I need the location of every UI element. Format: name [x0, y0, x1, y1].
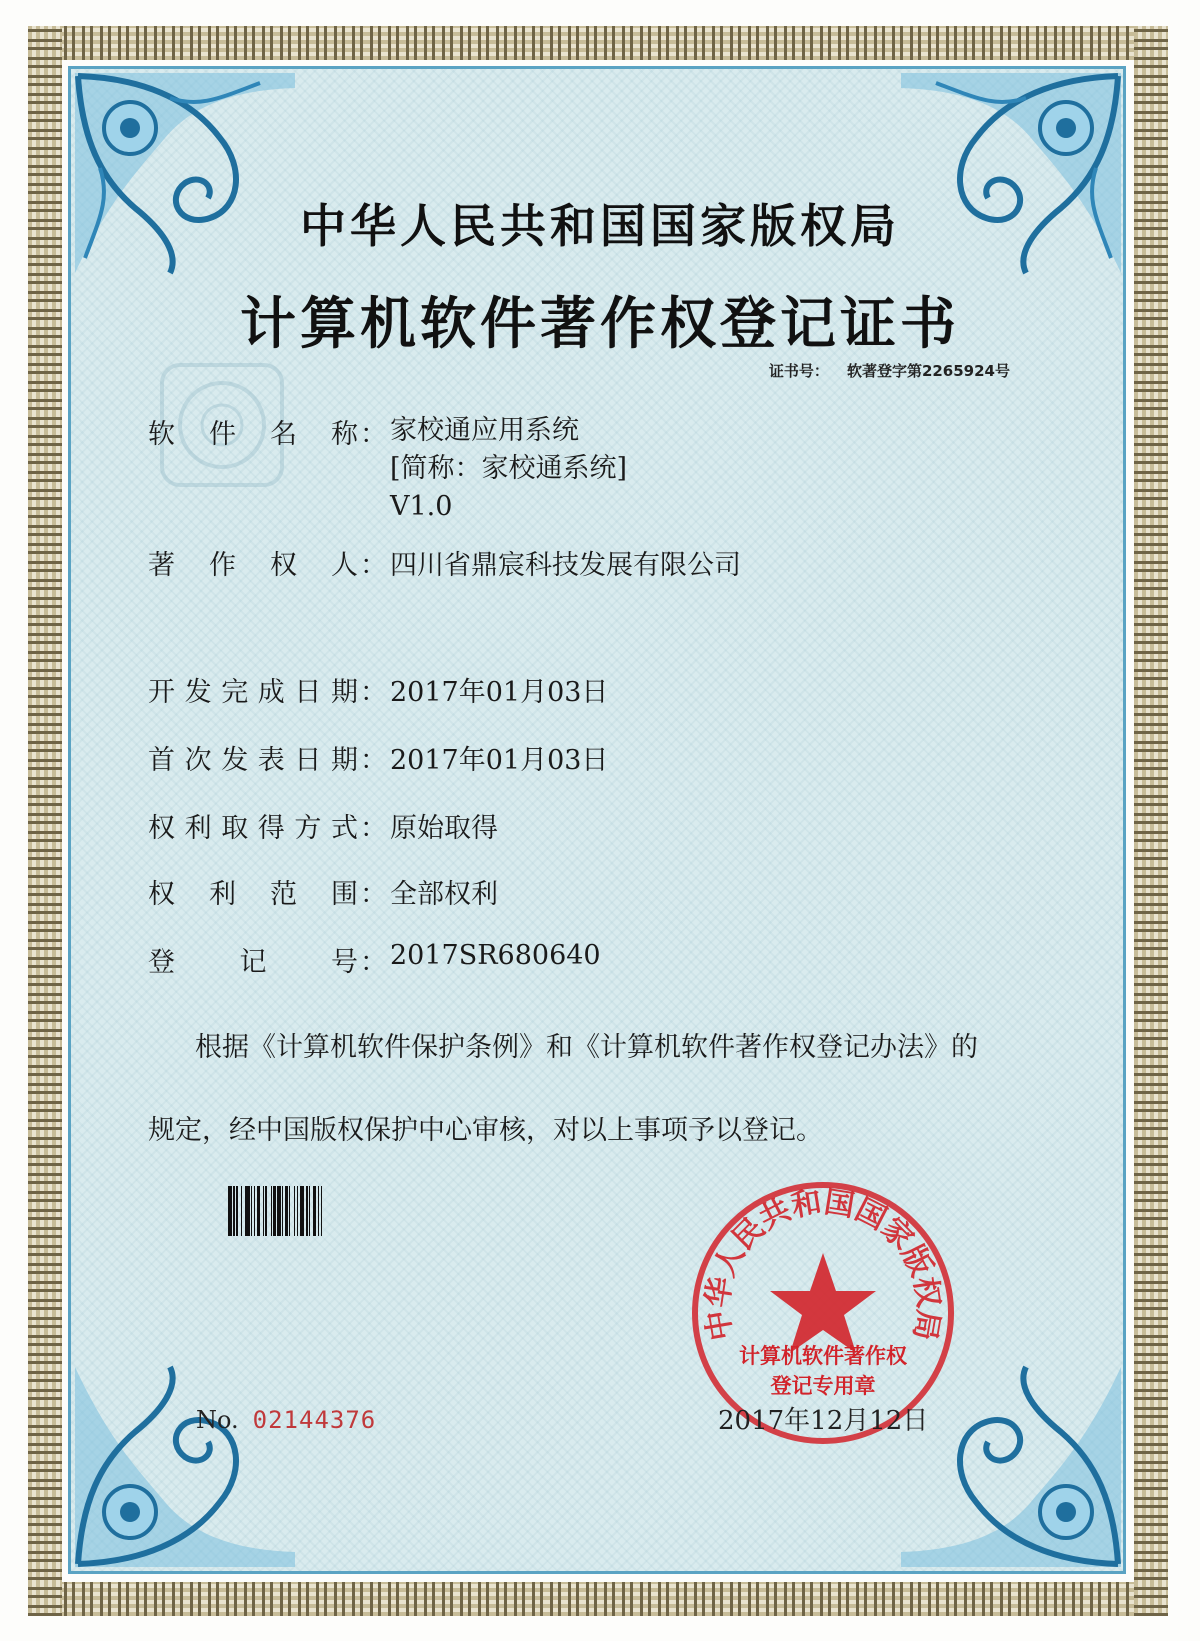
- field-label: 首次发表日期: [148, 745, 358, 776]
- software-name-value: [390, 412, 627, 526]
- barcode-icon: [228, 1186, 396, 1236]
- field-colon: ：: [360, 813, 387, 844]
- certificate-number: [769, 360, 1010, 381]
- field-software-name: [148, 412, 627, 526]
- field-label: 软件名称: [148, 419, 358, 450]
- software-name-line: 家校通应用系统: [390, 415, 579, 446]
- field-dev-completion-date: [148, 670, 608, 709]
- field-colon: ：: [360, 550, 387, 581]
- issue-date: 2017年12月12日: [718, 1406, 929, 1436]
- first-publication-date-value: 2017年01月03日: [390, 745, 609, 776]
- dev-completion-date-value: 2017年01月03日: [390, 677, 609, 708]
- field-colon: ：: [360, 745, 387, 776]
- serial-label: No.: [196, 1406, 239, 1434]
- field-copyright-owner: [148, 543, 741, 582]
- statement-line-2: 规定，经中国版权保护中心审核，对以上事项予以登记。: [148, 1115, 823, 1146]
- registration-number-value: 2017SR680640: [390, 940, 601, 971]
- field-label: 权利取得方式: [148, 813, 358, 844]
- field-colon: ：: [360, 947, 387, 978]
- software-version-line: V1.0: [390, 491, 453, 522]
- certificate-title: 计算机软件著作权登记证书: [240, 291, 960, 357]
- copyright-owner-value: 四川省鼎宸科技发展有限公司: [390, 550, 741, 581]
- field-first-publication-date: [148, 738, 608, 777]
- field-registration-number: [148, 940, 601, 979]
- certificate-number-value: 软著登字第2265924号: [846, 362, 1010, 380]
- field-colon: ：: [360, 879, 387, 910]
- certificate-number-label: 证书号：: [768, 362, 829, 380]
- field-acquisition-method: [148, 806, 498, 845]
- border-top: [28, 26, 1168, 60]
- field-label: 开发完成日期: [148, 677, 358, 708]
- seal-line-2: 登记专用章: [770, 1374, 876, 1398]
- serial-value: 02144376: [252, 1406, 377, 1434]
- field-rights-scope: [148, 872, 498, 911]
- corner-ornament-icon: [70, 1362, 300, 1572]
- field-colon: ：: [360, 419, 387, 450]
- border-right: [1134, 26, 1168, 1616]
- statement-line-1: 根据《计算机软件保护条例》和《计算机软件著作权登记办法》的: [195, 1032, 978, 1063]
- field-label: 著作权人: [148, 550, 358, 581]
- barcode-bar: [322, 1186, 326, 1236]
- seal-ring-text: 中华人民共和国国家版权局: [700, 1184, 946, 1343]
- field-colon: ：: [360, 677, 387, 708]
- issuing-authority-title: 中华人民共和国国家版权局: [300, 199, 900, 253]
- border-bottom: [28, 1582, 1168, 1616]
- rights-scope-value: 全部权利: [390, 879, 498, 910]
- serial-number: [196, 1406, 376, 1434]
- field-label: 登记号: [148, 947, 358, 978]
- acquisition-method-value: 原始取得: [390, 813, 498, 844]
- software-short-name-line: [简称：家校通系统]: [390, 453, 628, 484]
- seal-line-1: 计算机软件著作权: [739, 1344, 907, 1368]
- border-left: [28, 26, 62, 1616]
- field-label: 权利范围: [148, 879, 358, 910]
